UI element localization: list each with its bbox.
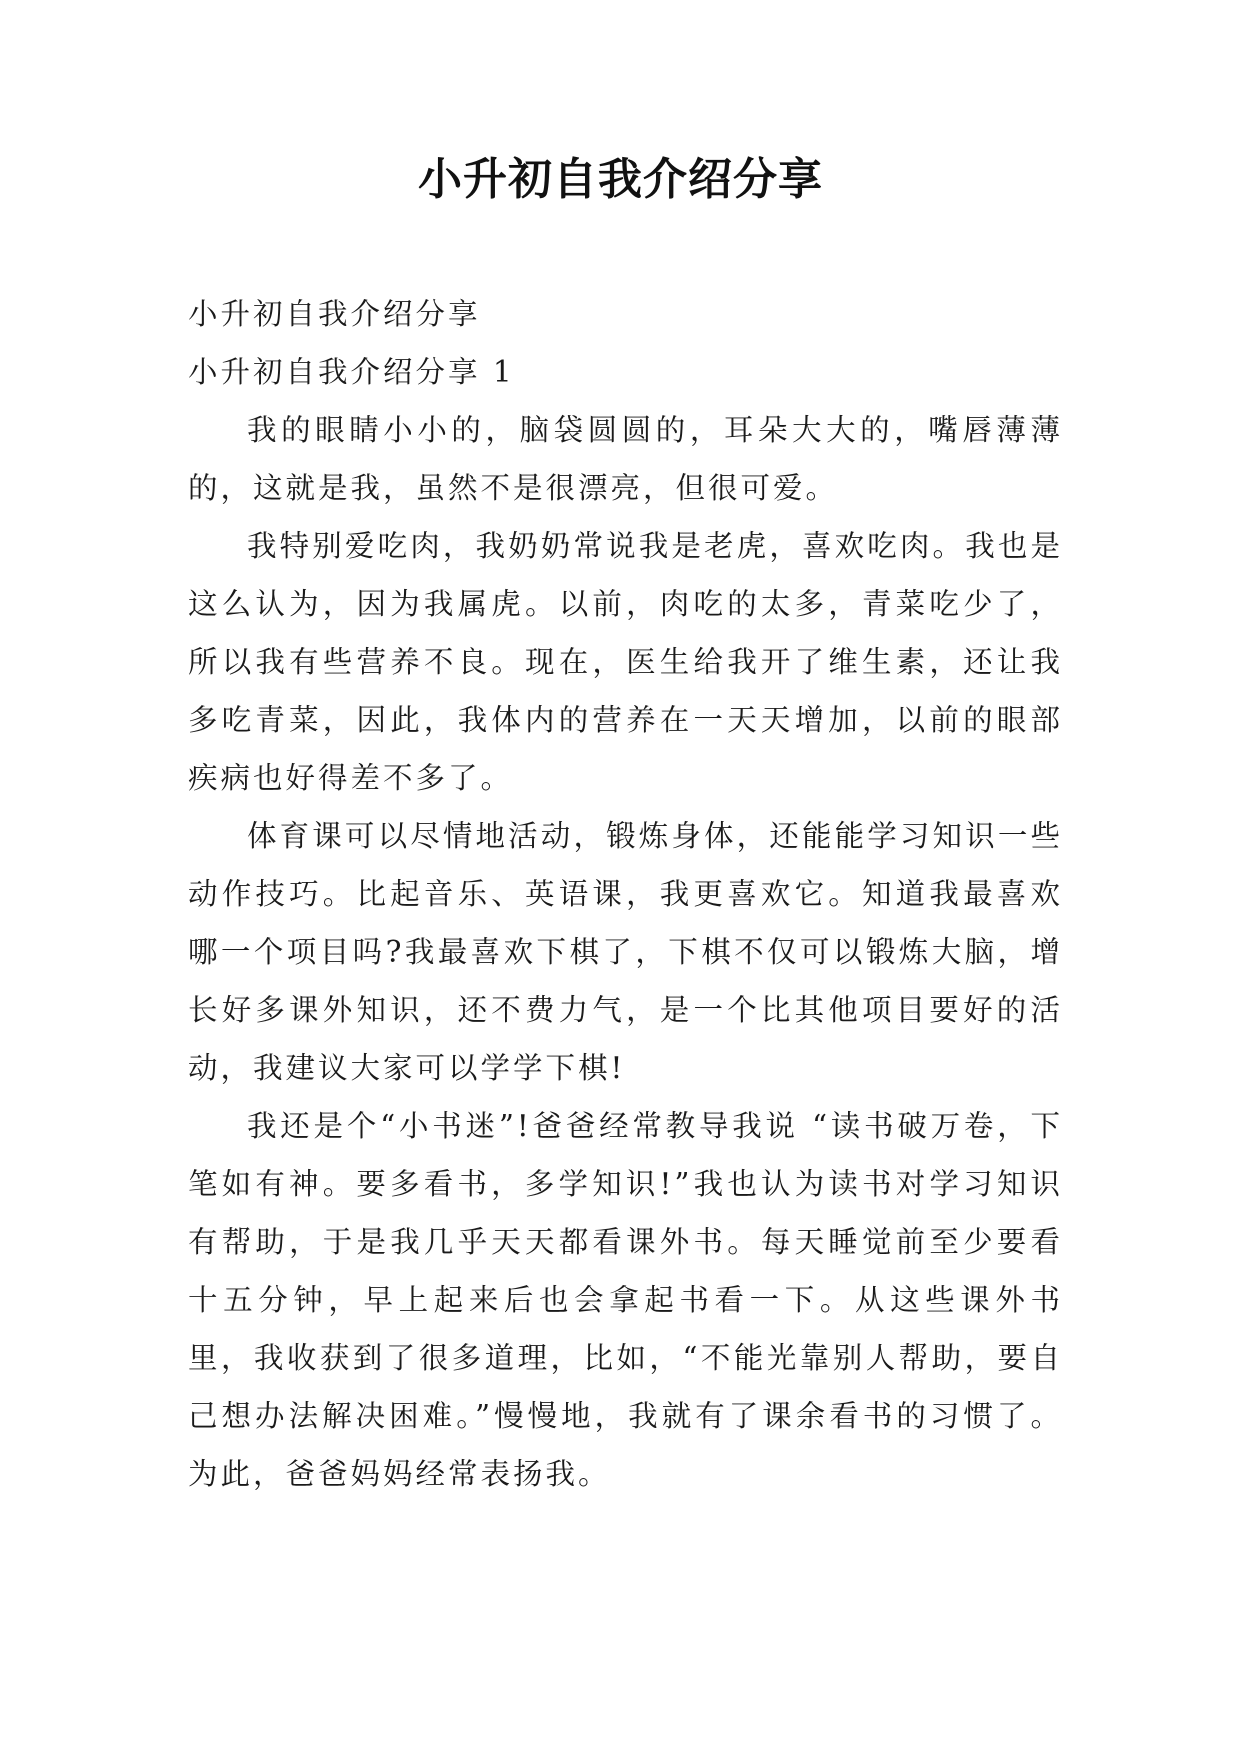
paragraph-3: 体育课可以尽情地活动，锻炼身体，还能能学习知识一些动作技巧。比起音乐、英语课，我更喜欢它。知道我最喜欢哪一个项目吗?我最喜欢下棋了，下棋不仅可以锻炼大脑，增长好多课外知识，还不费力气，是一个比其他项目要好的活动，我建议大家可以学学下棋!: [188, 819, 1063, 1085]
subtitle-line: 小升初自我介绍分享: [188, 297, 481, 331]
section-heading: 小升初自我介绍分享 1: [188, 355, 515, 389]
paragraph-1: 我的眼睛小小的，脑袋圆圆的，耳朵大大的，嘴唇薄薄的，这就是我，虽然不是很漂亮，但很可爱。: [188, 413, 1063, 505]
paragraph-4: 我还是个“小书迷”!爸爸经常教导我说 “读书破万卷，下笔如有神。要多看书，多学知识!”我也认为读书对学习知识有帮助，于是我几乎天天都看课外书。每天睡觉前至少要看十五分钟，早上起来后也会拿起书看一下。从这些课外书里，我收获到了很多道理，比如，“不能光靠别人帮助，要自己想办法解决困难。”慢慢地，我就有了课余看书的习惯了。为此，爸爸妈妈经常表扬我。: [188, 1109, 1063, 1491]
paragraph-2: 我特别爱吃肉，我奶奶常说我是老虎，喜欢吃肉。我也是这么认为，因为我属虎。以前，肉吃的太多，青菜吃少了，所以我有些营养不良。现在，医生给我开了维生素，还让我多吃青菜，因此，我体内的营养在一天天增加，以前的眼部疾病也好得差不多了。: [188, 529, 1063, 795]
page-title: 小升初自我介绍分享: [418, 154, 823, 205]
document-body: [188, 285, 1063, 1503]
